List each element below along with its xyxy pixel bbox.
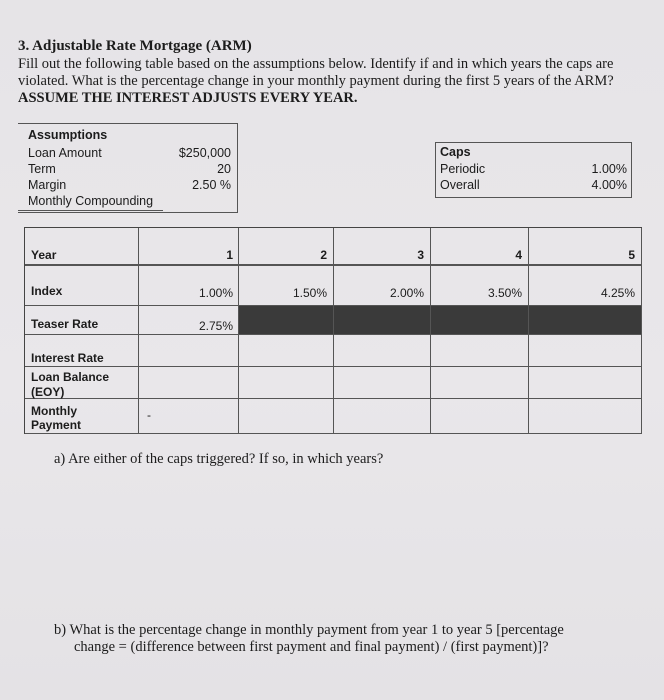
monthly-payment-label: Monthly <box>31 404 77 418</box>
interest-rate-label: Interest Rate <box>31 351 104 365</box>
index-year-1: 1.00% <box>198 286 233 300</box>
caps-header: Caps <box>440 145 471 159</box>
row-divider <box>25 366 642 367</box>
index-label: Index <box>31 284 63 298</box>
row-divider <box>25 305 642 306</box>
question-b <box>54 622 614 656</box>
term-value: 20 <box>217 162 231 176</box>
compounding-underline <box>18 210 163 211</box>
arm-table <box>24 227 642 434</box>
year-label: Year <box>31 248 57 262</box>
overall-cap-value: 4.00% <box>591 178 627 192</box>
question-a: a) Are either of the caps triggered? If so, in which years? <box>54 451 384 467</box>
problem-instructions <box>18 56 618 107</box>
term-label: Term <box>28 162 56 176</box>
year-5: 5 <box>628 248 635 262</box>
index-year-3: 2.00% <box>389 286 424 300</box>
assumptions-header: Assumptions <box>28 128 108 142</box>
assumptions-box <box>18 123 238 213</box>
monthly-payment-label-2: Payment <box>31 418 82 432</box>
index-year-4: 3.50% <box>487 286 522 300</box>
row-divider <box>25 398 642 399</box>
overall-cap-label: Overall <box>440 178 480 192</box>
teaser-rate-label: Teaser Rate <box>31 317 99 331</box>
col-divider <box>641 228 642 434</box>
margin-value: 2.50 % <box>192 178 231 192</box>
loan-balance-eoy-label: (EOY) <box>31 385 65 399</box>
problem-title: 3. Adjustable Rate Mortgage (ARM) <box>18 38 252 54</box>
periodic-cap-value: 1.00% <box>591 162 627 176</box>
caps-box <box>435 142 632 198</box>
year-2: 2 <box>320 248 327 262</box>
loan-balance-label: Loan Balance <box>31 370 110 384</box>
row-divider <box>25 334 642 335</box>
index-year-5: 4.25% <box>600 286 635 300</box>
loan-amount-value: $250,000 <box>178 146 231 160</box>
row-divider <box>25 264 642 266</box>
instructions-emphasis: ASSUME THE INTEREST ADJUSTS EVERY YEAR. <box>18 90 358 106</box>
monthly-marker: - <box>147 408 151 422</box>
instructions-text: Fill out the following table based on the assumptions below. Identify if and in which years the caps are violated. What is the percentage change in your monthly payment during the first 5 years of the ARM? <box>18 56 614 89</box>
year-4: 4 <box>515 248 522 262</box>
teaser-rate-year-1: 2.75% <box>198 319 233 333</box>
loan-amount-label: Loan Amount <box>28 146 102 160</box>
question-b-line-2: change = (difference between first payment and final payment) / (first payment)]? <box>74 639 549 655</box>
year-1: 1 <box>226 248 233 262</box>
margin-label: Margin <box>28 178 67 192</box>
index-year-2: 1.50% <box>292 286 327 300</box>
compounding-label: Monthly Compounding <box>28 194 154 208</box>
periodic-cap-label: Periodic <box>440 162 486 176</box>
row-divider <box>25 433 642 434</box>
year-3: 3 <box>417 248 424 262</box>
question-b-line-1: b) What is the percentage change in monthly payment from year 1 to year 5 [percentage <box>54 622 564 638</box>
teaser-shaded-cells <box>239 306 642 334</box>
